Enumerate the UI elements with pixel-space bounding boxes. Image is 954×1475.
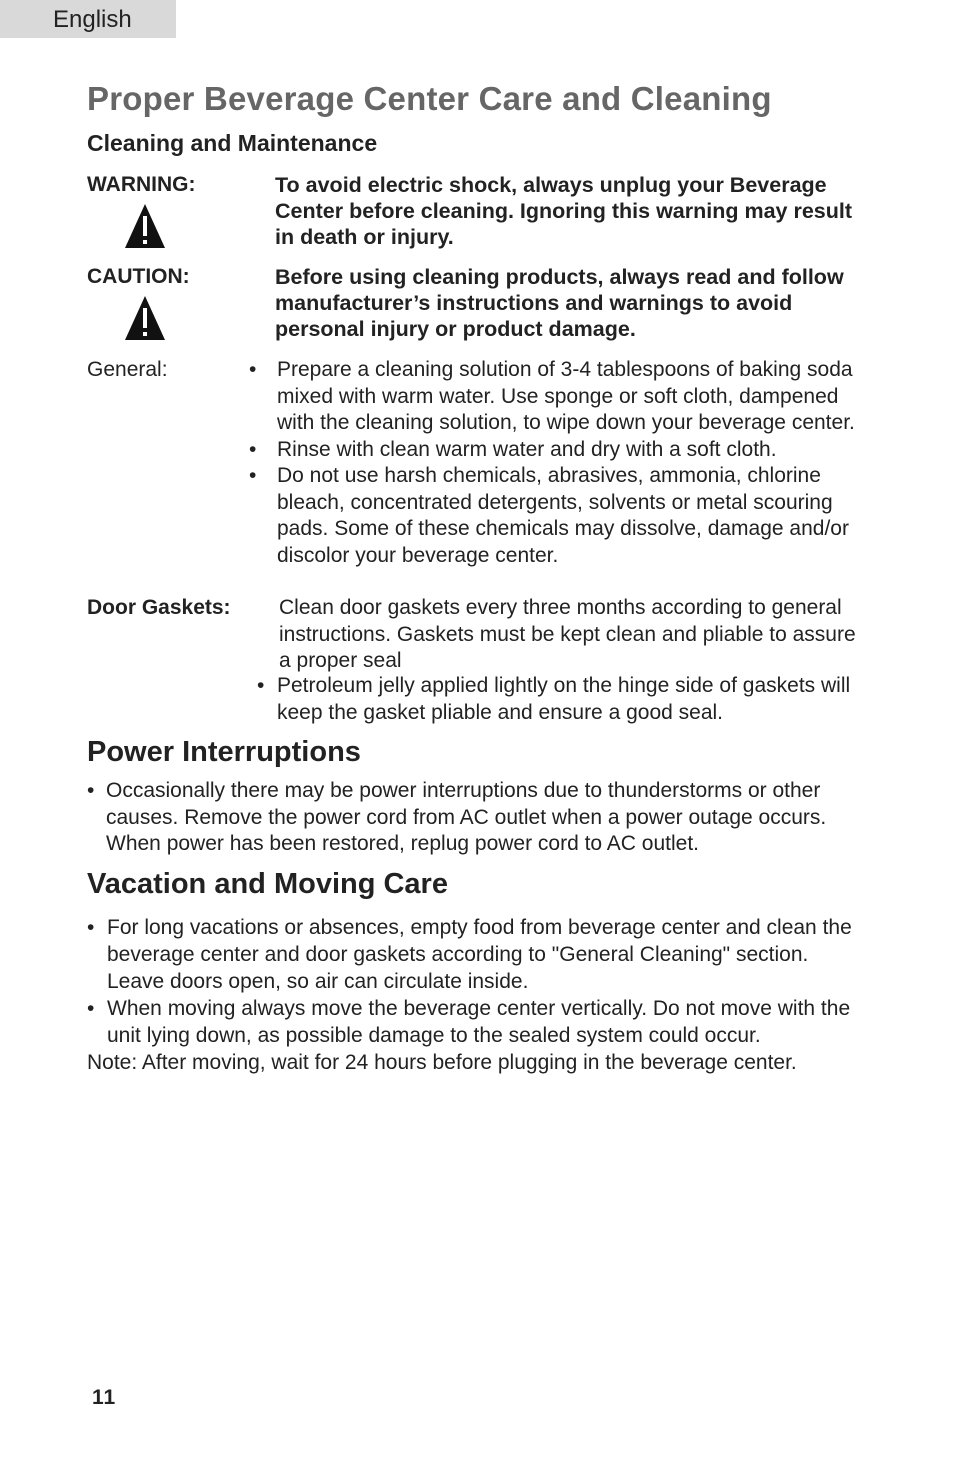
section-subtitle: Cleaning and Maintenance [87, 130, 378, 156]
list-item-text: Petroleum jelly applied lightly on the hinge side of gaskets will keep the gasket pliable and ensure a good seal. [277, 674, 851, 724]
list-item-text: Prepare a cleaning solution of 3-4 tablespoons of baking soda mixed with warm water. Use sponge or soft cloth, dampened with the cleaning solution, to wipe down your beverage center. [277, 358, 855, 434]
door-gaskets-bullet-list [257, 673, 869, 726]
list-item: • Occasionally there may be power interruptions due to thunderstorms or other causes. Remove the power cord from AC outlet when a power outage occurs. When power has been restored, replug power cord to AC outlet. [87, 779, 827, 855]
list-item: • Prepare a cleaning solution of 3-4 tablespoons of baking soda mixed with warm water. Use sponge or soft cloth, dampened with the cleaning solution, to wipe down your beverage center. [249, 358, 855, 434]
language-tab: English [0, 0, 176, 38]
warning-label: WARNING: [87, 173, 196, 196]
list-item: • For long vacations or absences, empty food from beverage center and clean the beverage center and door gaskets according to "General Cleaning" section. Leave doors open, so air can circulate inside. [87, 916, 852, 993]
list-item-text: Do not use harsh chemicals, abrasives, ammonia, chlorine bleach, concentrated detergents, solvents or metal scouring pads. Some of these chemicals may dissolve, damage and/or discolor your beverage center. [277, 464, 849, 567]
list-item-text: For long vacations or absences, empty food from beverage center and clean the beverage center and door gaskets according to "General Cleaning" section. Leave doors open, so air can circulate inside. [107, 916, 852, 993]
general-bullet-list [249, 357, 861, 569]
vacation-bullet-list [87, 914, 857, 1049]
list-item: • Rinse with clean warm water and dry with a soft cloth. [249, 437, 777, 461]
warning-triangle-icon [124, 203, 166, 249]
caution-text: Before using cleaning products, always read and follow manufacturer’s instructions and warnings to avoid personal injury or product damage. [275, 265, 844, 341]
list-item-text: Occasionally there may be power interruptions due to thunderstorms or other causes. Remove the power cord from AC outlet when a power outage occurs. When power has been restored, replug power cord to AC outlet. [106, 779, 827, 855]
caution-label: CAUTION: [87, 265, 190, 288]
vacation-note: Note: After moving, wait for 24 hours before plugging in the beverage center. [87, 1051, 797, 1074]
list-item: • When moving always move the beverage center vertically. Do not move with the unit lying down, as possible damage to the sealed system could occur. [87, 997, 851, 1047]
list-item: • Petroleum jelly applied lightly on the hinge side of gaskets will keep the gasket pliable and ensure a good seal. [257, 674, 851, 724]
page-number: 11 [92, 1386, 117, 1409]
page-title: Proper Beverage Center Care and Cleaning [87, 80, 772, 117]
list-item-text: Rinse with clean warm water and dry with a soft cloth. [277, 437, 777, 461]
caution-triangle-icon [124, 295, 166, 341]
door-gaskets-label: Door Gaskets: [87, 596, 231, 619]
list-item-text: When moving always move the beverage center vertically. Do not move with the unit lying down, as possible damage to the sealed system could occur. [107, 997, 851, 1047]
door-gaskets-text: Clean door gaskets every three months according to general instructions. Gaskets must be kept clean and pliable to assure a proper seal [279, 596, 856, 672]
list-item: • Do not use harsh chemicals, abrasives, ammonia, chlorine bleach, concentrated detergents, solvents or metal scouring pads. Some of these chemicals may dissolve, damage and/or discolor your beverage center. [249, 464, 849, 567]
warning-text: To avoid electric shock, always unplug your Beverage Center before cleaning. Ignoring this warning may result in death or injury. [275, 173, 853, 249]
power-interruptions-heading: Power Interruptions [87, 736, 361, 768]
power-interruptions-bullet-list [87, 778, 847, 858]
general-label: General: [87, 358, 168, 381]
vacation-heading: Vacation and Moving Care [87, 868, 448, 900]
